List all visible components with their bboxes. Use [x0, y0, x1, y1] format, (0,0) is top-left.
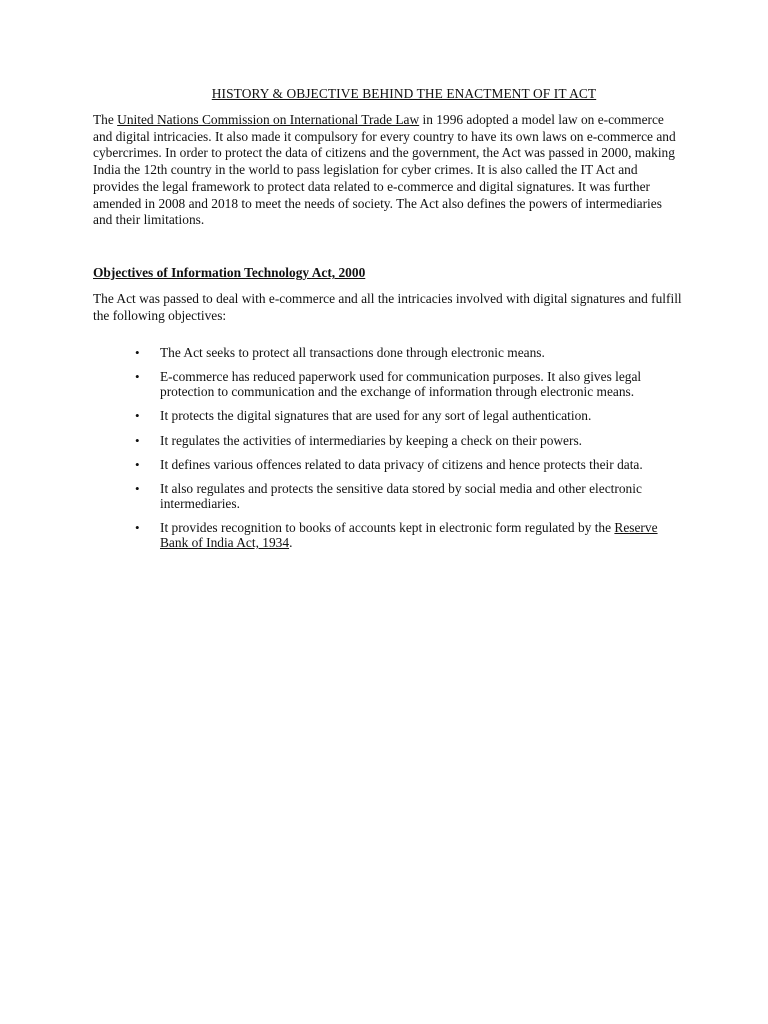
list-item-text: It protects the digital signatures that are used for any sort of legal authentication.: [160, 408, 592, 424]
list-item: [0, 408, 680, 423]
bullet-icon: •: [135, 480, 140, 496]
bullet-icon: •: [135, 408, 140, 424]
list-item-text: E-commerce has reduced paperwork used for communication purposes. It also gives legal protection to communication and the exchange of information through electronic means.: [160, 369, 642, 400]
list-item-text: It provides recognition to books of accounts kept in electronic form regulated by the: [160, 520, 615, 536]
bullet-icon: •: [135, 456, 140, 472]
list-item: [0, 433, 680, 448]
list-item: [0, 457, 680, 472]
objectives-heading: Objectives of Information Technology Act, 2000: [93, 265, 366, 280]
intro-paragraph: [93, 112, 683, 229]
list-item: [0, 481, 680, 511]
objectives-intro: The Act was passed to deal with e-commerce and all the intricacies involved with digital signatures and fulfill the following objectives:: [93, 291, 682, 323]
list-item-text: The Act seeks to protect all transactions done through electronic means.: [160, 345, 545, 360]
list-item-text: It also regulates and protects the sensitive data stored by social media and other electronic intermediaries.: [160, 480, 642, 511]
intro-lead: The: [93, 112, 118, 127]
list-item: [0, 520, 680, 550]
list-item: [0, 345, 680, 360]
list-item-text: It regulates the activities of intermediaries by keeping a check on their powers.: [160, 432, 583, 448]
bullet-icon: •: [135, 520, 140, 536]
bullet-icon: •: [135, 345, 140, 360]
list-item-text: It defines various offences related to data privacy of citizens and hence protects their data.: [160, 456, 643, 472]
page-title: HISTORY & OBJECTIVE BEHIND THE ENACTMENT OF IT ACT: [211, 86, 597, 101]
rbi-act-link[interactable]: Reserve Bank of India Act, 1934: [160, 520, 658, 551]
intro-body: in 1996 adopted a model law on e-commerce and digital intricacies. It also made it compulsory for every country to have its own laws on e-commerce and cybercrimes. In order to protect the data of citizens and the government, the Act was passed in 2000, making India the 12th country in the world to pass legislation for cyber crimes. It is also called the IT Act and provides the legal framework to protect data related to e-commerce and digital signatures. It was further amended in 2008 and 2018 to meet the needs of society. The Act also defines the powers of intermediaries and their limitations.: [93, 112, 676, 228]
bullet-icon: •: [135, 432, 140, 448]
bullet-icon: •: [135, 369, 140, 385]
objectives-list: [0, 345, 768, 559]
uncitral-link[interactable]: United Nations Commission on International Trade Law: [117, 112, 420, 127]
list-item-tail: .: [289, 535, 293, 551]
list-item: [0, 369, 680, 399]
